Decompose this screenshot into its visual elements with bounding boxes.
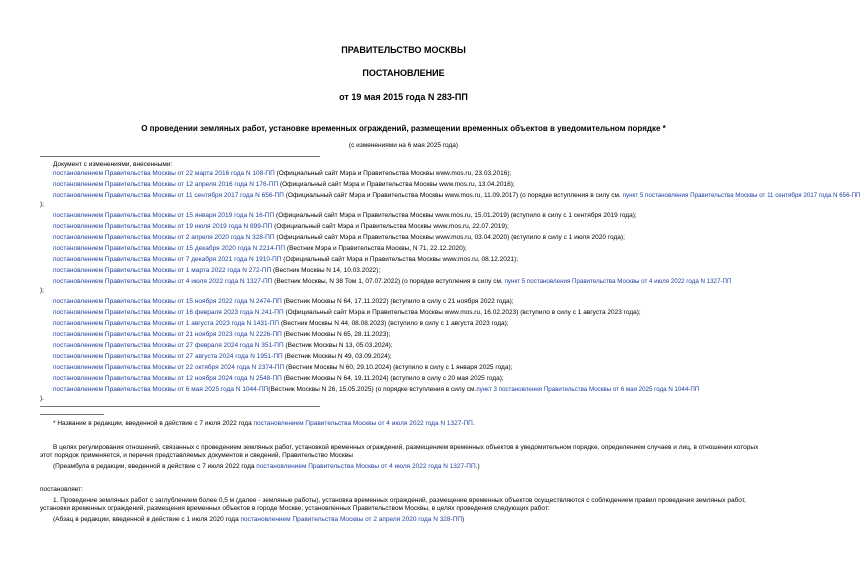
- change-link[interactable]: постановлением Правительства Москвы от 22 марта 2016 года N 108-ПП: [53, 170, 275, 177]
- change-item: постановлением Правительства Москвы от 12 ноября 2024 года N 2548-ПП (Вестник Москвы N 64, 19.11.2024) (вступило в силу с 20 мая 2025 года);: [53, 375, 504, 382]
- change-link[interactable]: постановлением Правительства Москвы от 1 марта 2022 года N 272-ПП: [53, 267, 272, 274]
- change-item-continued: );: [40, 201, 44, 208]
- change-link[interactable]: постановлением Правительства Москвы от 15 декабря 2020 года N 2214-ПП: [53, 245, 286, 252]
- decree-word: постановляет:: [40, 486, 83, 493]
- change-link[interactable]: постановлением Правительства Москвы от 16 февраля 2023 года N 241-ПП: [53, 309, 284, 316]
- change-item: постановлением Правительства Москвы от 2 апреля 2020 года N 328-ПП (Официальный сайт Мэра и Правительства Москвы www.mos.ru, 03.04.2020) (вступило в силу с 1 июля 2020 года);: [53, 234, 625, 241]
- divider-bottom: [40, 406, 320, 407]
- org-name: ПРАВИТЕЛЬСТВО МОСКВЫ: [341, 45, 466, 55]
- changes-intro: Документ с изменениями, внесенными:: [53, 161, 173, 168]
- change-item: постановлением Правительства Москвы от 15 января 2019 года N 16-ПП (Официальный сайт Мэра и Правительства Москвы www.mos.ru, 15.01.2019) (вступило в силу с 1 сентября 2019 года);: [53, 212, 637, 219]
- change-link[interactable]: постановлением Правительства Москвы от 4 июля 2022 года N 1327-ПП: [53, 278, 273, 285]
- revision-note: (с изменениями на 6 мая 2025 года): [348, 142, 459, 149]
- paragraph-1-note-link[interactable]: постановлением Правительства Москвы от 2 апреля 2020 года N 328-ПП: [240, 516, 463, 523]
- divider-top: [40, 156, 320, 157]
- change-item: постановлением Правительства Москвы от 27 августа 2024 года N 1951-ПП (Вестник Москвы N 49, 03.09.2024);: [53, 353, 392, 360]
- change-link[interactable]: постановлением Правительства Москвы от 27 февраля 2024 года N 351-ПП: [53, 342, 284, 349]
- doc-title: О проведении земляных работ, установке временных ограждений, размещении временных объектов в уведомительном порядке *: [141, 124, 666, 133]
- change-item-continued: );: [40, 287, 44, 294]
- change-link[interactable]: пункт 5 постановления Правительства Москвы от 4 июля 2022 года N 1327-ПП: [504, 278, 732, 285]
- change-link[interactable]: постановлением Правительства Москвы от 15 ноября 2022 года N 2474-ПП: [53, 298, 282, 305]
- change-link[interactable]: постановлением Правительства Москвы от 15 января 2019 года N 16-ПП: [53, 212, 275, 219]
- change-link[interactable]: постановлением Правительства Москвы от 2 апреля 2020 года N 328-ПП: [53, 234, 275, 241]
- paragraph-1: 1. Проведение земляных работ с заглублением более 0,5 м (далее - земляные работы), установка временных ограждений, размещение временных объектов осуществляются с соблюдением правил проведения земляных работ, установки временных ограждений, размещения временных объектов в городе Москве, установленных Правительством Москвы, в целях проведения следующих работ:: [40, 497, 746, 512]
- preamble-note-link[interactable]: постановлением Правительства Москвы от 4 июля 2022 года N 1327-ПП: [256, 463, 476, 470]
- paragraph-1-note: (Абзац в редакции, введенной в действие с 1 июля 2020 года постановлением Правительства Москвы от 2 апреля 2020 года N 328-ПП): [53, 516, 465, 523]
- change-item: постановлением Правительства Москвы от 6 мая 2025 года N 1044-ПП(Вестник Москвы N 26, 15.05.2025) (о порядке вступления в силу см.пункт 3 постановления Правительства Москвы от 6 мая 2025 года N 1044-ПП: [53, 386, 700, 393]
- change-item: постановлением Правительства Москвы от 1 марта 2022 года N 272-ПП (Вестник Москвы N 14, 10.03.2022);: [53, 267, 381, 274]
- change-item: постановлением Правительства Москвы от 16 февраля 2023 года N 241-ПП (Официальный сайт Мэра и Правительства Москвы www.mos.ru, 16.02.2023) (вступило в силу с 1 августа 2023 года);: [53, 309, 641, 316]
- change-item: постановлением Правительства Москвы от 22 марта 2016 года N 108-ПП (Официальный сайт Мэра и Правительства Москвы www.mos.ru, 23.03.2016);: [53, 170, 512, 177]
- change-item: постановлением Правительства Москвы от 27 февраля 2024 года N 351-ПП (Вестник Москвы N 13, 05.03.2024);: [53, 342, 393, 349]
- preamble-text: В целях регулирования отношений, связанных с проведением земляных работ, установкой временных ограждений, размещением временных объектов в уведомительном порядке, определением случаев и лиц, в отношении которых этот порядок применяется, и перечня представляемых документов и сведений, Правительство Москвы: [40, 444, 759, 459]
- change-item: постановлением Правительства Москвы от 15 ноября 2022 года N 2474-ПП (Вестник Москвы N 64, 17.11.2022) (вступило в силу с 21 ноября 2022 года);: [53, 298, 514, 305]
- change-link[interactable]: постановлением Правительства Москвы от 11 сентября 2017 года N 656-ПП: [53, 192, 284, 199]
- footnote: * Название в редакции, введенной в действие с 7 июля 2022 года постановлением Правительства Москвы от 4 июля 2022 года N 1327-ПП.: [53, 420, 475, 427]
- preamble-note: (Преамбула в редакции, введенной в действие с 7 июля 2022 года постановлением Правительства Москвы от 4 июля 2022 года N 1327-ПП.): [53, 463, 480, 470]
- change-item: постановлением Правительства Москвы от 15 декабря 2020 года N 2214-ПП (Вестник Мэра и Правительства Москвы, N 71, 22.12.2020);: [53, 245, 467, 252]
- change-link[interactable]: постановлением Правительства Москвы от 7 декабря 2021 года N 1910-ПП: [53, 256, 282, 263]
- change-link[interactable]: постановлением Правительства Москвы от 22 октября 2024 года N 2374-ПП: [53, 364, 285, 371]
- change-item: постановлением Правительства Москвы от 7 декабря 2021 года N 1910-ПП (Официальный сайт Мэра и Правительства Москвы www.mos.ru, 08.12.2021);: [53, 256, 519, 263]
- change-link[interactable]: постановлением Правительства Москвы от 6 мая 2025 года N 1044-ПП: [53, 386, 269, 393]
- change-item: постановлением Правительства Москвы от 11 сентября 2017 года N 656-ПП (Официальный сайт Мэра и Правительства Москвы www.mos.ru, 11.09.2017) (о порядке вступления в силу см. пункт 5 постановления Правительства Москвы от 11 сентября 2017 года N 656-ПП: [53, 192, 860, 199]
- change-link[interactable]: постановлением Правительства Москвы от 12 апреля 2016 года N 176-ПП: [53, 181, 279, 188]
- change-link[interactable]: постановлением Правительства Москвы от 12 ноября 2024 года N 2548-ПП: [53, 375, 282, 382]
- change-item-continued: ).: [40, 395, 44, 402]
- footnote-divider: [40, 414, 104, 415]
- change-item: постановлением Правительства Москвы от 4 июля 2022 года N 1327-ПП (Вестник Москвы, N 38 Том 1, 07.07.2022) (о порядке вступления в силу см. пункт 5 постановления Правительства Москвы от 4 июля 2022 года N 1327-ПП: [53, 278, 732, 285]
- change-link[interactable]: постановлением Правительства Москвы от 21 ноября 2023 года N 2226-ПП: [53, 331, 282, 338]
- change-item: постановлением Правительства Москвы от 1 августа 2023 года N 1431-ПП (Вестник Москвы N 44, 08.08.2023) (вступило в силу с 1 августа 2023 года);: [53, 320, 509, 327]
- change-item: постановлением Правительства Москвы от 12 апреля 2016 года N 176-ПП (Официальный сайт Мэра и Правительства Москвы www.mos.ru, 13.04.2016);: [53, 181, 515, 188]
- doc-date: от 19 мая 2015 года N 283-ПП: [339, 92, 468, 102]
- change-link[interactable]: постановлением Правительства Москвы от 19 июля 2019 года N 899-ПП: [53, 223, 273, 230]
- change-link[interactable]: пункт 5 постановления Правительства Москвы от 11 сентября 2017 года N 656-ПП: [622, 192, 860, 199]
- change-link[interactable]: постановлением Правительства Москвы от 1 августа 2023 года N 1431-ПП: [53, 320, 280, 327]
- footnote-link[interactable]: постановлением Правительства Москвы от 4 июля 2022 года N 1327-ПП: [253, 420, 473, 427]
- change-link[interactable]: постановлением Правительства Москвы от 27 августа 2024 года N 1951-ПП: [53, 353, 283, 360]
- change-link[interactable]: пункт 3 постановления Правительства Москвы от 6 мая 2025 года N 1044-ПП: [476, 386, 700, 393]
- doc-type: ПОСТАНОВЛЕНИЕ: [362, 68, 445, 78]
- change-item: постановлением Правительства Москвы от 21 ноября 2023 года N 2226-ПП (Вестник Москвы N 65, 28.11.2023);: [53, 331, 391, 338]
- change-item: постановлением Правительства Москвы от 22 октября 2024 года N 2374-ПП (Вестник Москвы N 60, 29.10.2024) (вступило в силу с 1 января 2025 года);: [53, 364, 513, 371]
- change-item: постановлением Правительства Москвы от 19 июля 2019 года N 899-ПП (Официальный сайт Мэра и Правительства Москвы www.mos.ru, 22.07.2019);: [53, 223, 509, 230]
